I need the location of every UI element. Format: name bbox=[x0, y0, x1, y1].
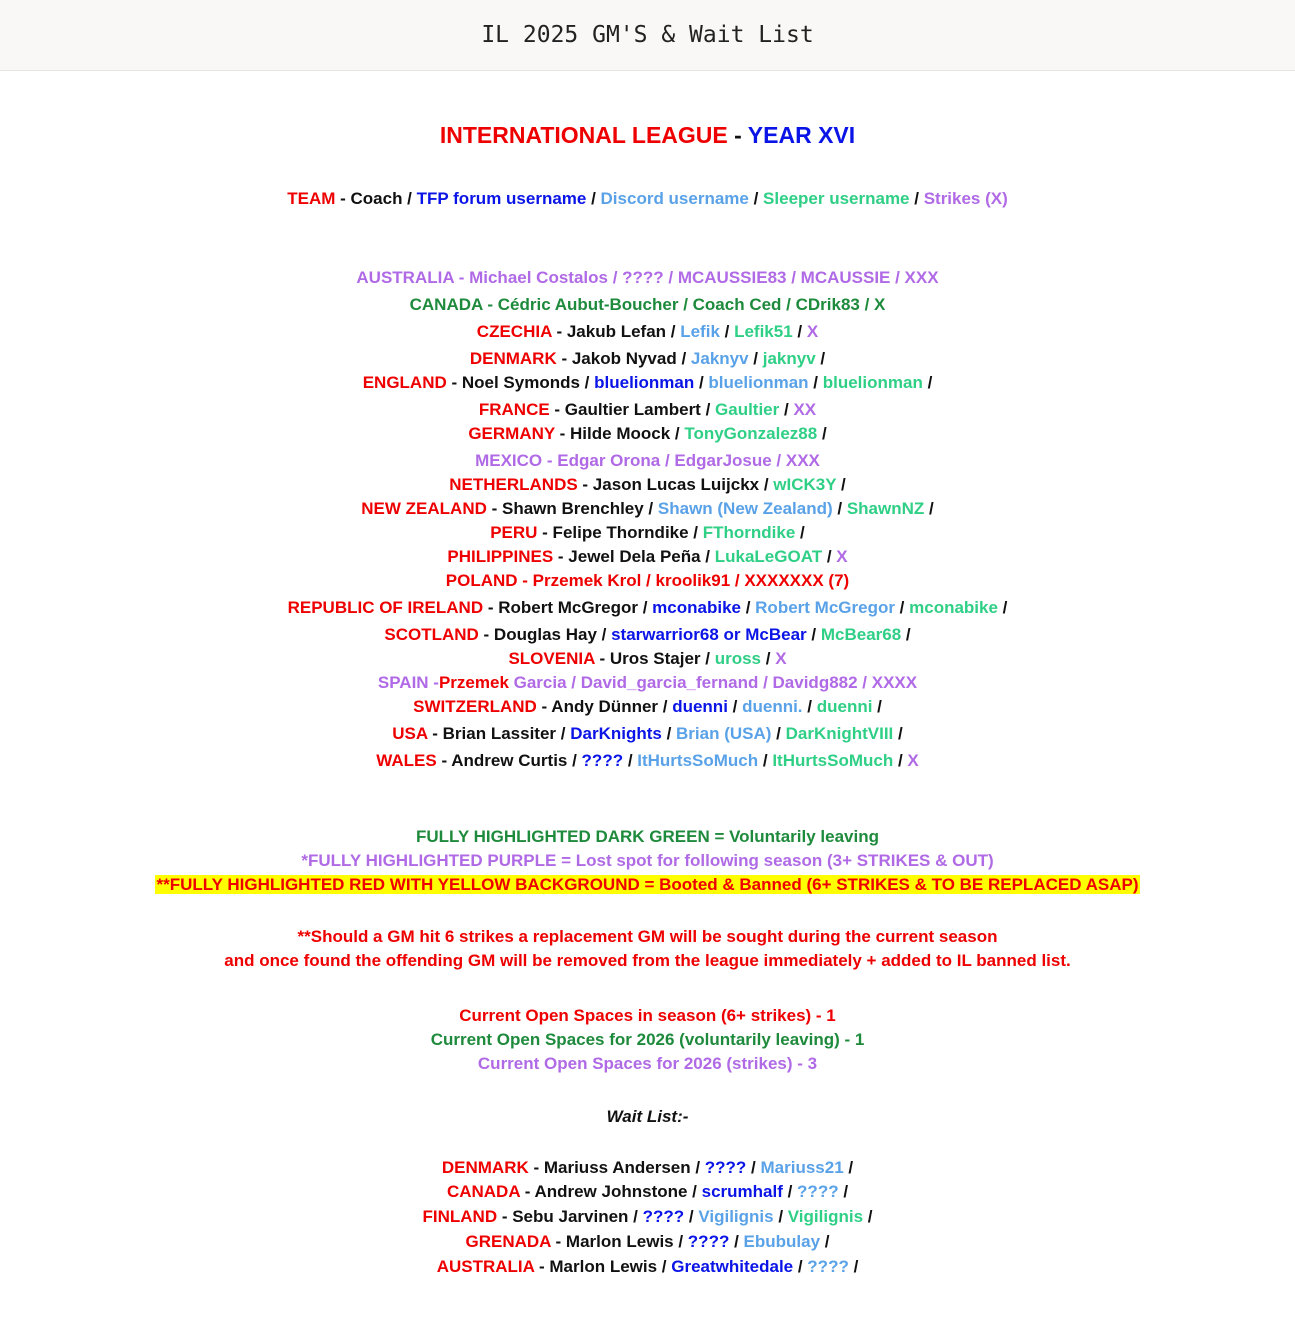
team-row-denmark: DENMARK - Jakob Nyvad / Jaknyv / jaknyv / bbox=[469, 349, 826, 368]
team-row-ireland: REPUBLIC OF IRELAND - Robert McGregor / mconabike / Robert McGregor / mconabike / bbox=[287, 598, 1008, 617]
team-row-france: FRANCE - Gaultier Lambert / Gaultier / XX bbox=[478, 400, 817, 419]
open-spaces-voluntary: Current Open Spaces for 2026 (voluntarily leaving) - 1 bbox=[430, 1030, 865, 1049]
team-row-slovenia: SLOVENIA - Uros Stajer / uross / X bbox=[508, 649, 787, 668]
team-row-philippines: PHILIPPINES - Jewel Dela Peña / LukaLeGOAT / X bbox=[447, 547, 848, 566]
wait-row-canada: CANADA - Andrew Johnstone / scrumhalf / ???? / bbox=[446, 1182, 849, 1201]
wait-row-denmark: DENMARK - Mariuss Andersen / ???? / Mariuss21 / bbox=[441, 1158, 854, 1177]
wait-row-grenada: GRENADA - Marlon Lewis / ???? / Ebubulay / bbox=[465, 1232, 830, 1251]
wait-row-finland: FINLAND - Sebu Jarvinen / ???? / Vigilignis / Vigilignis / bbox=[422, 1207, 873, 1226]
team-row-germany: GERMANY - Hilde Moock / TonyGonzalez88 / bbox=[468, 424, 827, 443]
team-row-scotland: SCOTLAND - Douglas Hay / starwarrior68 or McBear / McBear68 / bbox=[384, 625, 911, 644]
team-row-canada: CANADA - Cédric Aubut-Boucher / Coach Ced / CDrik83 / X bbox=[409, 295, 886, 314]
team-row-wales: WALES - Andrew Curtis / ???? / ItHurtsSoMuch / ItHurtsSoMuch / X bbox=[376, 751, 919, 770]
team-row-new-zealand: NEW ZEALAND - Shawn Brenchley / Shawn (New Zealand) / ShawnNZ / bbox=[361, 499, 934, 518]
page-title: IL 2025 GM'S & Wait List bbox=[481, 22, 814, 48]
team-row-spain: SPAIN -Przemek Garcia / David_garcia_fernand / Davidg882 / XXXX bbox=[377, 673, 918, 692]
team-row-australia: AUSTRALIA - Michael Costalos / ???? / MCAUSSIE83 / MCAUSSIE / XXX bbox=[356, 268, 939, 287]
open-spaces-strikes: Current Open Spaces for 2026 (strikes) - 3 bbox=[477, 1054, 818, 1073]
open-spaces-season: Current Open Spaces in season (6+ strikes) - 1 bbox=[459, 1006, 836, 1025]
team-row-mexico: MEXICO - Edgar Orona / EdgarJosue / XXX bbox=[475, 451, 820, 470]
league-heading: INTERNATIONAL LEAGUE - YEAR XVI bbox=[439, 122, 856, 148]
note-purple: *FULLY HIGHLIGHTED PURPLE = Lost spot for following season (3+ STRIKES & OUT) bbox=[301, 851, 994, 870]
team-row-switzerland: SWITZERLAND - Andy Dünner / duenni / duenni. / duenni / bbox=[413, 697, 882, 716]
column-legend: TEAM - Coach / TFP forum username / Discord username / Sleeper username / Strikes (X) bbox=[287, 189, 1008, 208]
note-red-yellow: **FULLY HIGHLIGHTED RED WITH YELLOW BACKGROUND = Booted & Banned (6+ STRIKES & TO BE REPLACED ASAP) bbox=[156, 875, 1139, 894]
team-row-england: ENGLAND - Noel Symonds / bluelionman / bluelionman / bluelionman / bbox=[362, 373, 933, 392]
wait-row-australia: AUSTRALIA - Marlon Lewis / Greatwhitedale / ???? / bbox=[436, 1257, 859, 1276]
note-dark-green: FULLY HIGHLIGHTED DARK GREEN = Voluntarily leaving bbox=[415, 827, 879, 846]
team-row-netherlands: NETHERLANDS - Jason Lucas Luijckx / wICK3Y / bbox=[449, 475, 846, 494]
rule-line-2: and once found the offending GM will be removed from the league immediately + added to IL banned list. bbox=[224, 951, 1071, 970]
wait-list-title: Wait List:- bbox=[606, 1107, 689, 1126]
team-row-czechia: CZECHIA - Jakub Lefan / Lefik / Lefik51 / X bbox=[476, 322, 819, 341]
team-row-usa: USA - Brian Lassiter / DarKnights / Brian (USA) / DarKnightVIII / bbox=[392, 724, 903, 743]
top-bar bbox=[0, 0, 1295, 71]
team-row-poland: POLAND - Przemek Krol / kroolik91 / XXXXXXX (7) bbox=[445, 571, 850, 590]
team-row-peru: PERU - Felipe Thorndike / FThorndike / bbox=[490, 523, 805, 542]
rule-line-1: **Should a GM hit 6 strikes a replacement GM will be sought during the current season bbox=[297, 927, 998, 946]
